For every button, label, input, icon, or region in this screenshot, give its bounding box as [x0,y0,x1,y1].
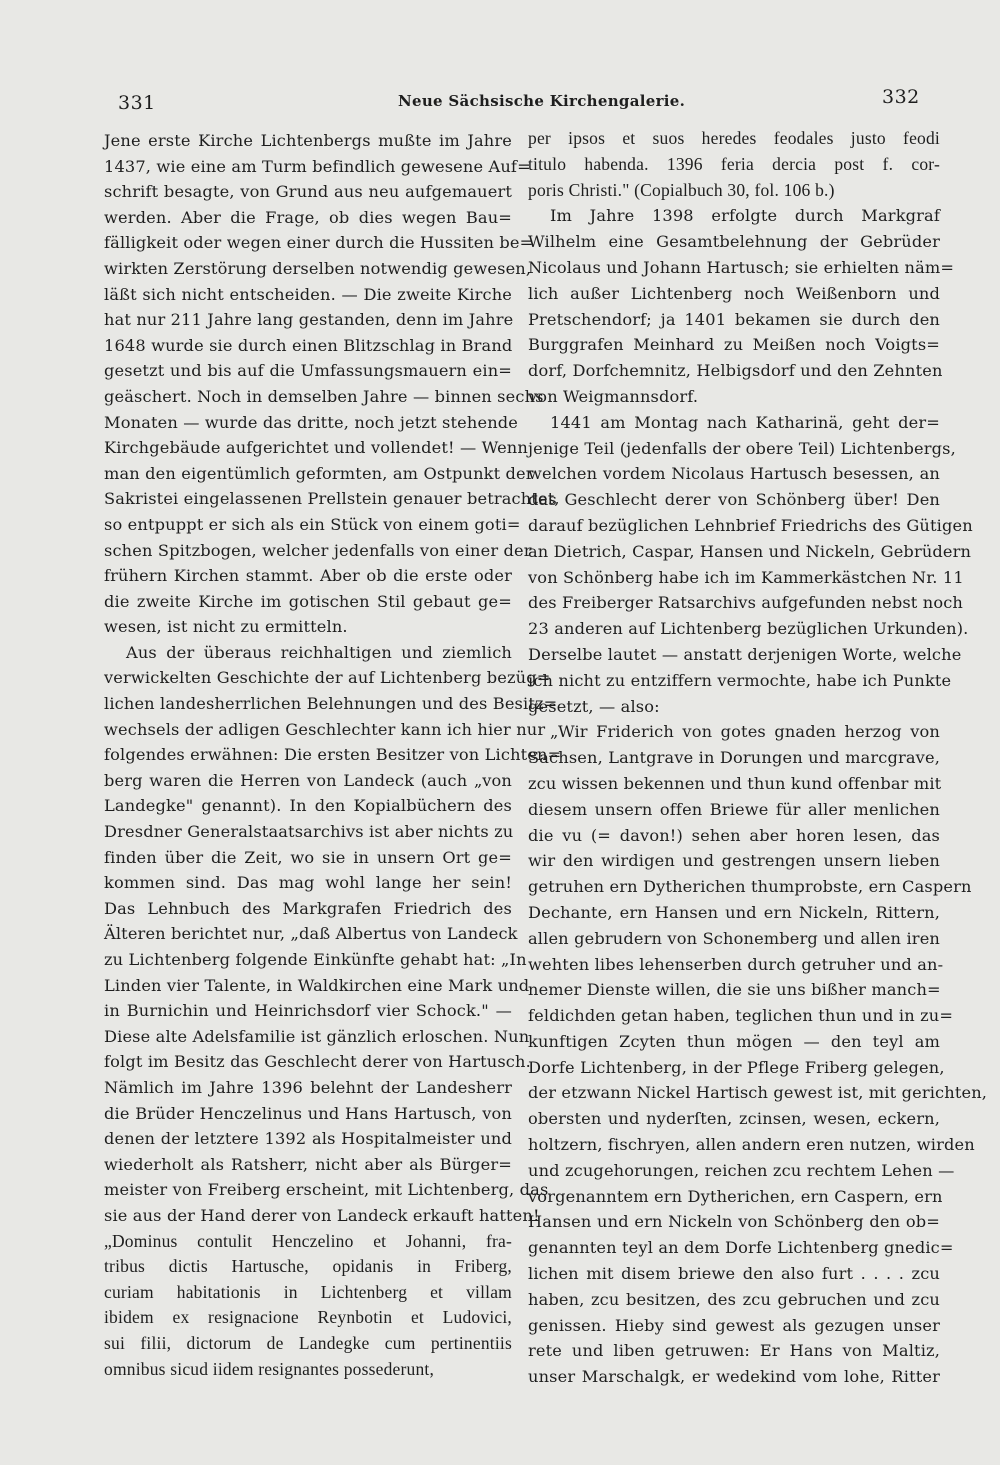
running-title: Neue Sächsische Kirchengalerie. [398,92,686,110]
text-line: geäschert. Noch in demselben Jahre — binnen sechs [104,386,544,406]
text-line: curiam habitationis in Lichtenberg et villam [104,1281,512,1302]
text-line: gesetzt und bis auf die Umfassungsmauern ein= [104,361,512,381]
text-line: darauf bezüglichen Lehnbrief Friedrichs des Gütigen [528,515,973,535]
text-line: zcu wissen bekennen und thun kund offenbar mit [528,773,942,793]
text-line: ich nicht zu entziffern vermochte, habe ich Punkte [528,670,952,690]
text-line: welchen vordem Nicolaus Hartusch besessen, an [528,464,940,484]
text-line: lichen landesherrlichen Belehnungen und des Besitz= [104,694,558,714]
text-line: läßt sich nicht entscheiden. — Die zweite Kirche [104,284,512,304]
text-line: vorgenanntem ern Dytherichen, ern Caspern, ern [528,1186,943,1206]
text-line: der etzwann Nickel Hartisch gewest ist, mit gerichten, [528,1083,988,1103]
text-line: genissen. Hieby sind gewest als gezugen unser [528,1315,940,1335]
text-line: getruhen ern Dytherichen thumprobste, ern Caspern [528,877,972,897]
text-line: per ipsos et suos heredes feodales justo feodi [528,128,940,148]
text-line: Nicolaus und Johann Hartusch; sie erhielten näm= [528,257,955,277]
text-line: allen gebrudern von Schonemberg und allen iren [528,928,940,948]
text-line: wechsels der adligen Geschlechter kann ich hier nur [104,719,546,739]
text-line: diesem unsern offen Briewe für aller menlichen [528,799,940,819]
text-line: Dechante, ern Hansen und ern Nickeln, Rittern, [528,902,940,922]
text-line: poris Christi." (Copialbuch 30, fol. 106 b.) [528,179,835,200]
text-line: Sakristei eingelassenen Prellstein genauer betrachtet, [104,489,560,509]
text-line: berg waren die Herren von Landeck (auch „von [104,770,512,790]
text-line: Hansen und ern Nickeln von Schönberg den ob= [528,1212,940,1232]
text-line: „Wir Friderich von gotes gnaden herzog von [550,722,940,742]
text-line: folgt im Besitz das Geschlecht derer von Hartusch. [104,1052,531,1072]
text-line: werden. Aber die Frage, ob dies wegen Bau= [104,207,512,227]
page-header [0,84,1000,114]
text-line: des Freiberger Ratsarchivs aufgefunden nebst noch [528,593,964,613]
text-line: kommen sind. Das mag wohl lange her sein! [104,873,512,893]
text-line: so entpuppt er sich als ein Stück von einem goti= [104,514,521,534]
page-number-left: 331 [118,92,156,114]
text-line: ibidem ex resignacione Reynbotin et Ludovici, [104,1307,512,1328]
text-line: von Schönberg habe ich im Kammerkästchen Nr. 11 [528,567,964,587]
text-line: die zweite Kirche im gotischen Stil gebaut ge= [104,591,512,611]
text-line: wiederholt als Ratsherr, nicht aber als Bürger= [104,1154,512,1174]
text-line: folgendes erwähnen: Die ersten Besitzer von Lichten= [104,745,562,765]
text-line: Derselbe lautet — anstatt derjenigen Worte, welche [528,644,962,664]
text-line: Älteren berichtet nur, „daß Albertus von Landeck [104,924,518,944]
text-line: obersten und nyderſten, zcinsen, wesen, eckern, [528,1109,940,1129]
text-line: wesen, ist nicht zu ermitteln. [104,617,348,637]
text-line: feldichden getan haben, teglichen thun und in zu= [528,1006,954,1026]
text-line: wir den wirdigen und gestrengen unsern lieben [528,851,940,871]
text-line: 1648 wurde sie durch einen Blitzschlag in Brand [104,335,513,355]
right-column [528,126,988,1390]
left-column [104,128,562,1382]
text-line: schen Spitzbogen, welcher jedenfalls von einer der [104,540,532,560]
text-line: meister von Freiberg erscheint, mit Lichtenberg, das [104,1180,549,1200]
text-line: „Dominus contulit Henczelino et Johanni, fra- [104,1230,512,1251]
text-line: 23 anderen auf Lichtenberg bezüglichen Urkunden). [528,619,969,639]
text-line: von Weigmannsdorf. [528,386,699,406]
text-line: Kirchgebäude aufgerichtet und vollendet! — Wenn [104,438,528,458]
text-line: zu Lichtenberg folgende Einkünfte gehabt hat: „In [104,950,527,969]
text-line: sui filii, dictorum de Landegke cum pertinentiis [104,1332,512,1353]
text-line: Nämlich im Jahre 1396 belehnt der Landesherr [104,1077,512,1097]
text-line: und zcugehorungen, reichen zcu rechtem Lehen — [528,1160,955,1180]
text-line: Dorfe Lichtenberg, in der Pflege Friberg gelegen, [528,1057,945,1077]
text-line: die Brüder Henczelinus und Hans Hartusch, von [104,1103,512,1123]
text-line: Landegke" genannt). In den Kopialbüchern des [104,796,512,816]
text-line: titulo habenda. 1396 feria dercia post f. cor- [528,153,940,174]
text-line: die vu (= davon!) sehen aber horen lesen, das [528,825,940,845]
text-line: Jene erste Kirche Lichtenbergs mußte im Jahre [104,131,512,150]
text-line: in Burnichin und Heinrichsdorf vier Schock." — [104,1001,512,1021]
text-line: Wilhelm eine Gesamtbelehnung der Gebrüder [528,232,940,252]
text-line: denen der letztere 1392 als Hospitalmeister und [104,1129,512,1149]
text-line: omnibus sicud iidem resignantes possederunt, [104,1358,435,1379]
text-line: Burggrafen Meinhard zu Meißen noch Voigts= [528,335,940,355]
text-line: Monaten — wurde das dritte, noch jetzt stehende [104,412,519,432]
text-line: lich außer Lichtenberg noch Weißenborn und [528,283,940,303]
text-line: frühern Kirchen stammt. Aber ob die erste oder [104,566,512,586]
text-line: 1441 am Montag nach Katharinä, geht der= [550,412,940,432]
text-line: Linden vier Talente, in Waldkirchen eine Mark und [104,975,530,995]
text-line: fälligkeit oder wegen einer durch die Hussiten be= [104,233,534,253]
text-line: holtzern, fischryen, allen andern eren nutzen, wirden [528,1135,975,1155]
text-line: sie aus der Hand derer von Landeck erkauft hatten! [104,1205,540,1225]
text-line: Aus der überaus reichhaltigen und ziemlich [126,642,512,662]
text-line: kunftigen Zcyten thun mögen — den teyl am [528,1031,940,1051]
text-line: rete und liben getruwen: Er Hans von Maltiz, [528,1341,940,1361]
text-line: genannten teyl an dem Dorfe Lichtenberg gnedic= [528,1238,954,1258]
text-line: Sachsen, Lantgrave in Dorungen und marcgrave, [528,748,940,768]
text-line: wehten libes lehenserben durch getruher und an- [528,954,944,974]
text-line: 1437, wie eine am Turm befindlich gewesene Auf= [104,156,531,176]
text-line: Pretschendorf; ja 1401 bekamen sie durch den [528,309,940,329]
text-line: das Geschlecht derer von Schönberg über! Den [528,490,940,510]
text-line: lichen mit disem briewe den also furt . . . . zcu [528,1264,940,1284]
text-line: schrift besagte, von Grund aus neu aufgemauert [104,182,512,202]
text-line: finden über die Zeit, wo sie in unsern Ort ge= [104,847,512,867]
page-number-right: 332 [882,86,920,108]
text-line: gesetzt, — also: [528,696,660,716]
text-line: tribus dictis Hartusche, opidanis in Friberg, [104,1256,512,1277]
text-line: nemer Dienste willen, die sie uns bißher manch= [528,980,941,1000]
text-line: wirkten Zerstörung derselben notwendig gewesen, [104,258,532,278]
text-line: dorf, Dorfchemnitz, Helbigsdorf und den Zehnten [528,361,943,381]
text-line: Das Lehnbuch des Markgrafen Friedrich des [104,898,512,918]
text-line: unser Marschalgk, er wedekind vom lohe, Ritter [528,1367,940,1387]
text-line: an Dietrich, Caspar, Hansen und Nickeln, Gebrüdern [528,541,972,561]
text-line: verwickelten Geschichte der auf Lichtenberg bezüg= [104,668,551,688]
text-line: Diese alte Adelsfamilie ist gänzlich erloschen. Nun [104,1026,530,1046]
text-line: Im Jahre 1398 erfolgte durch Markgraf [550,206,940,226]
text-line: haben, zcu besitzen, des zcu gebruchen und zcu [528,1289,940,1309]
text-line: man den eigentümlich geformten, am Ostpunkt der [104,463,534,483]
text-line: hat nur 211 Jahre lang gestanden, denn im Jahre [104,310,514,330]
text-line: jenige Teil (jedenfalls der obere Teil) Lichtenbergs, [528,438,956,458]
text-line: Dresdner Generalstaatsarchivs ist aber nichts zu [104,822,514,842]
